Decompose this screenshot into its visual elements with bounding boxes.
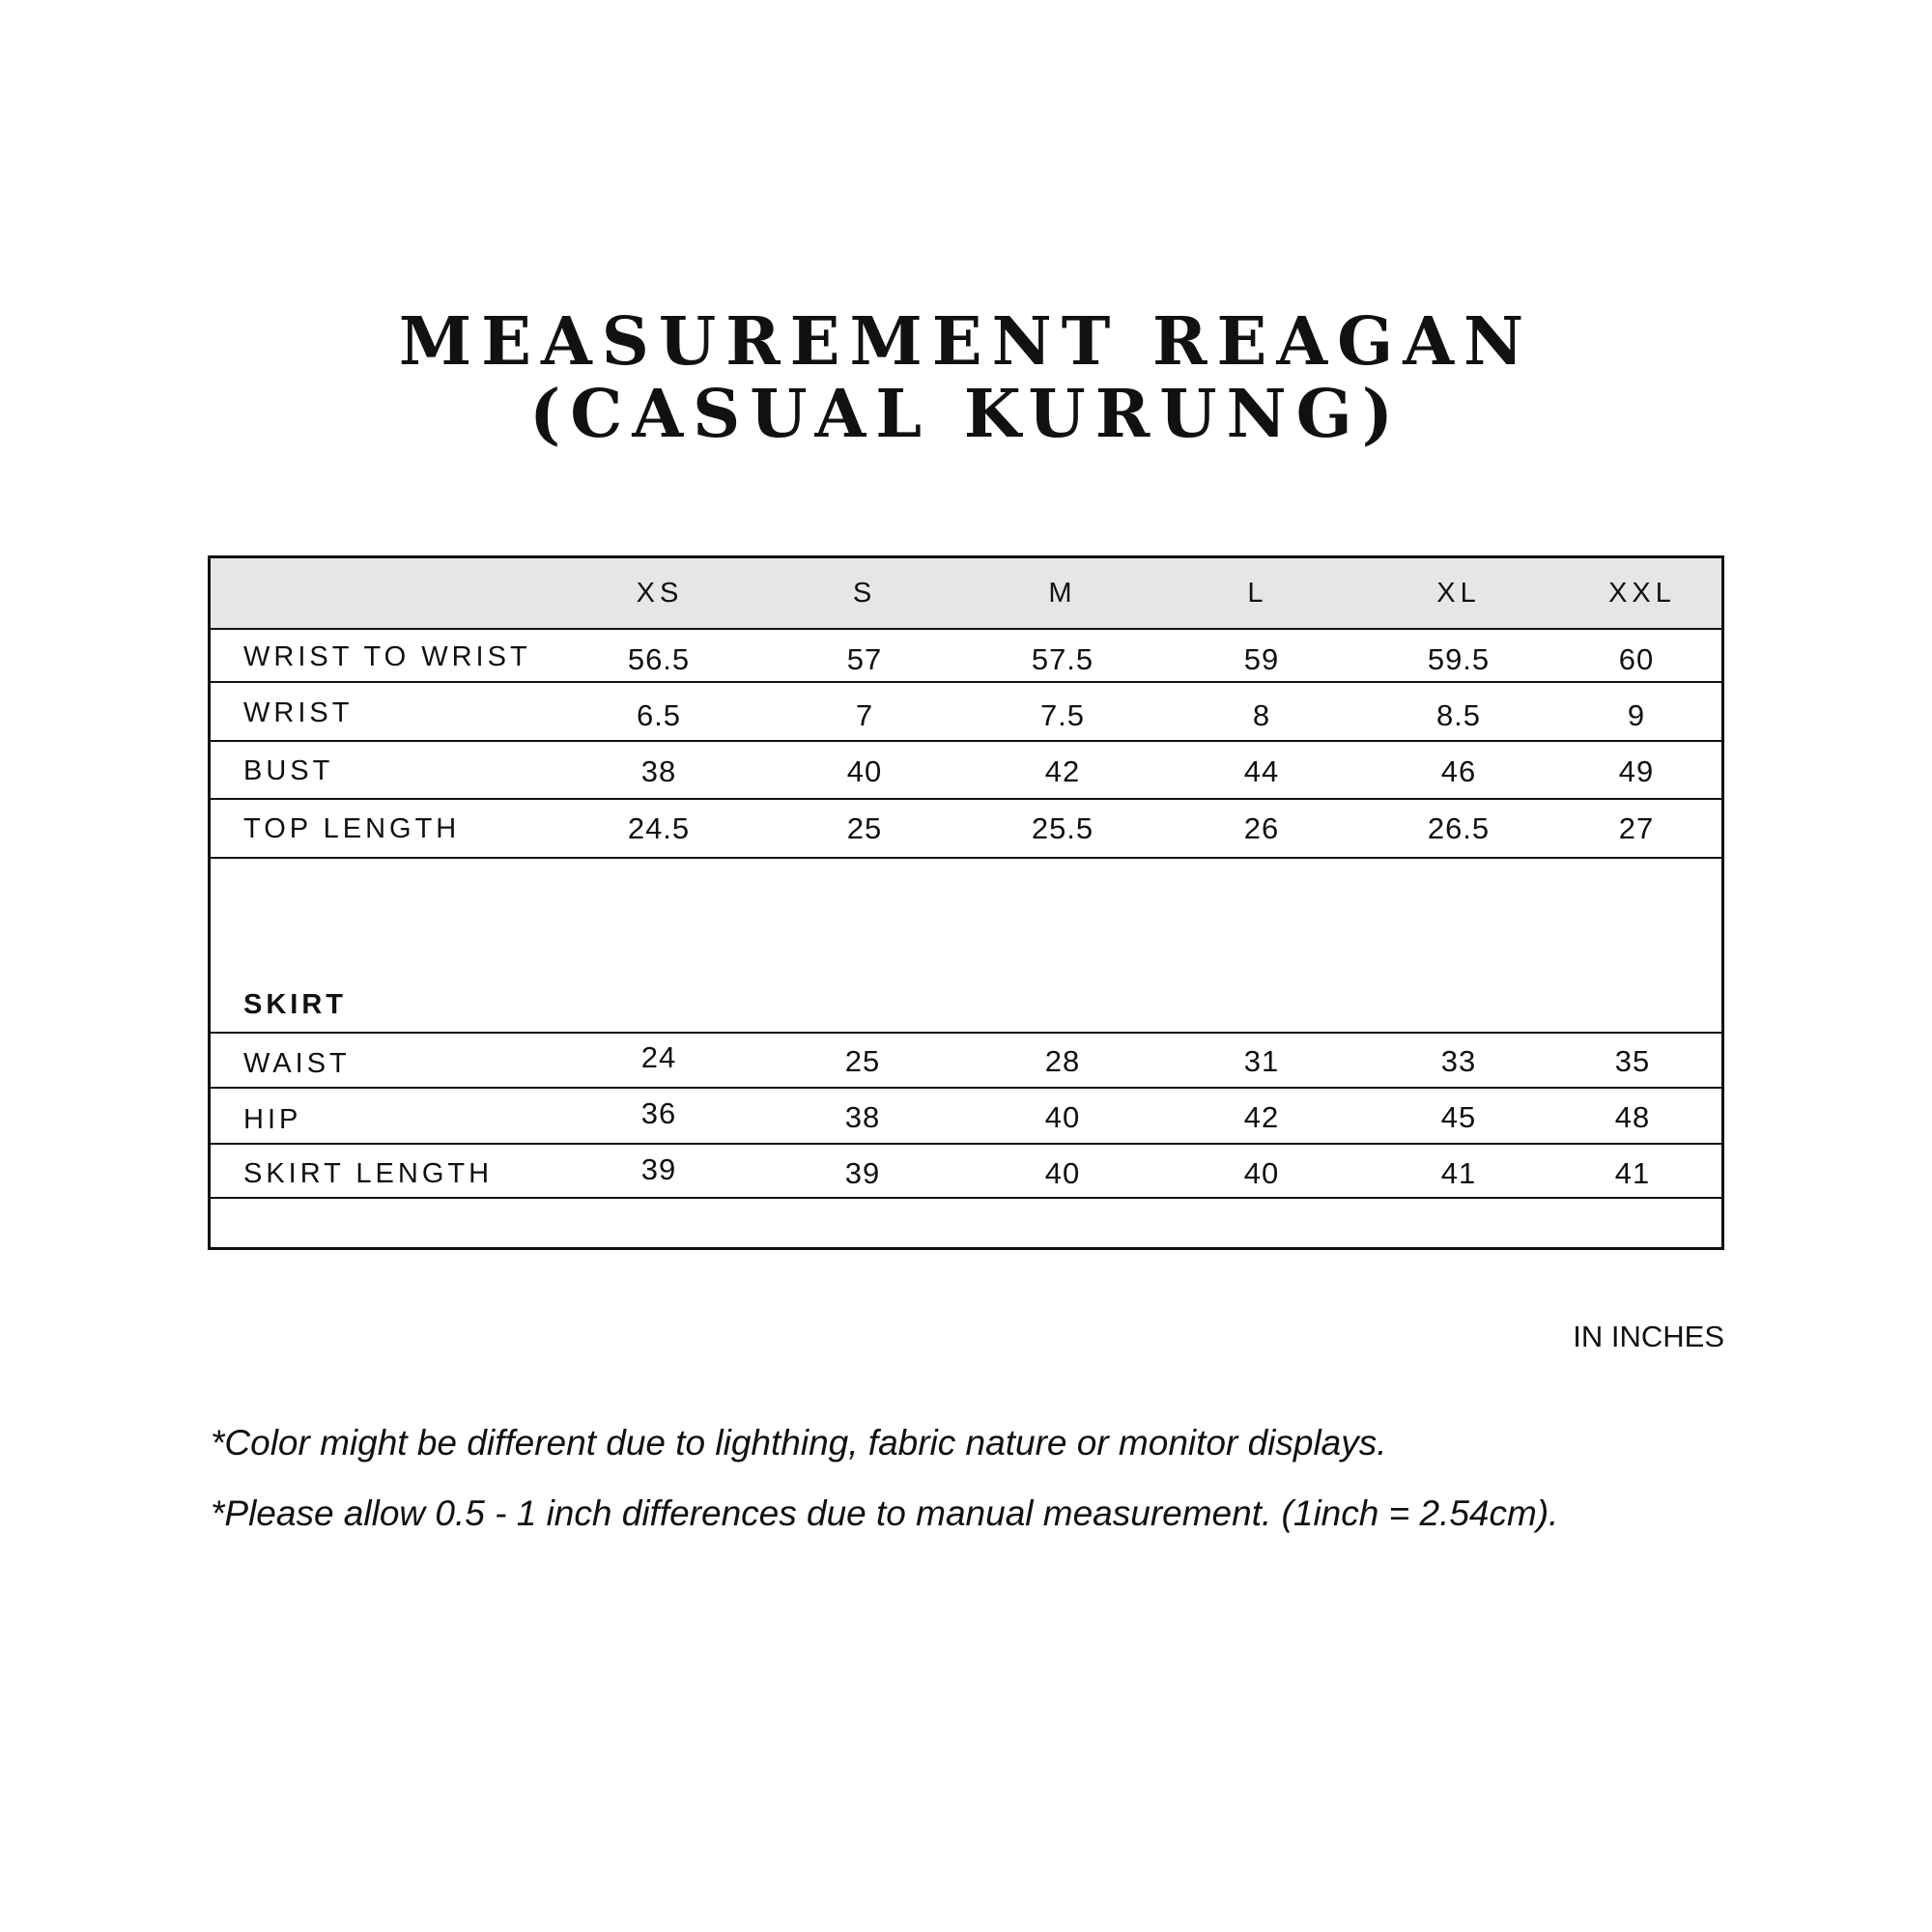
table-cell: 41	[1614, 1156, 1651, 1190]
table-cell: 27	[1618, 811, 1655, 845]
table-cell: 25.5	[1031, 811, 1094, 845]
table-cell: 48	[1614, 1100, 1651, 1134]
table-cell: 7	[855, 698, 874, 732]
table-cell: 60	[1618, 642, 1655, 676]
table-cell: 33	[1440, 1044, 1477, 1078]
row-label-waist: WAIST	[243, 1048, 351, 1079]
note-measurement-tolerance: *Please allow 0.5 - 1 inch differences due to manual measurement. (1inch = 2.54cm).	[211, 1493, 1559, 1533]
table-cell: 6.5	[636, 698, 682, 732]
table-cell: 46	[1440, 754, 1477, 788]
table-cell: 26	[1243, 811, 1280, 845]
row-label-hip: HIP	[243, 1104, 302, 1135]
row-label-top-length: TOP LENGTH	[243, 813, 461, 844]
table-cell: 7.5	[1039, 698, 1086, 732]
table-cell: 40	[1044, 1156, 1081, 1190]
row-label-wrist: WRIST	[243, 697, 354, 728]
size-header-xxl: XXL	[1608, 578, 1676, 609]
table-cell: 42	[1243, 1100, 1280, 1134]
table-cell: 8.5	[1435, 698, 1482, 732]
table-cell: 59.5	[1427, 642, 1491, 676]
table-cell: 25	[846, 811, 883, 845]
table-cell: 24	[640, 1040, 677, 1074]
table-cell: 28	[1044, 1044, 1081, 1078]
row-label-wrist-to-wrist: WRIST TO WRIST	[243, 641, 531, 672]
table-cell: 9	[1627, 698, 1646, 732]
table-cell: 26.5	[1427, 811, 1491, 845]
table-cell: 38	[844, 1100, 881, 1134]
size-header-m: M	[1048, 578, 1077, 609]
row-label-bust: BUST	[243, 755, 334, 786]
section-heading-skirt: SKIRT	[243, 989, 347, 1020]
table-cell: 56.5	[627, 642, 691, 676]
table-cell: 35	[1614, 1044, 1651, 1078]
units-label: IN INCHES	[1573, 1320, 1724, 1353]
table-cell: 25	[844, 1044, 881, 1078]
size-header-l: L	[1247, 578, 1268, 609]
table-cell: 57.5	[1031, 642, 1094, 676]
note-color-disclaimer: *Color might be different due to lighthing, fabric nature or monitor displays.	[211, 1423, 1387, 1463]
page-title-line-2: (CASUAL KURUNG)	[529, 376, 1403, 453]
table-cell: 38	[640, 754, 677, 788]
table-cell: 57	[846, 642, 883, 676]
row-label-skirt-length: SKIRT LENGTH	[243, 1158, 494, 1189]
table-cell: 41	[1440, 1156, 1477, 1190]
table-cell: 24.5	[627, 811, 691, 845]
size-header-xl: XL	[1436, 578, 1481, 609]
table-cell: 8	[1252, 698, 1271, 732]
table-cell: 40	[1243, 1156, 1280, 1190]
size-header-xs: XS	[636, 578, 684, 609]
table-cell: 45	[1440, 1100, 1477, 1134]
table-cell: 44	[1243, 754, 1280, 788]
table-cell: 42	[1044, 754, 1081, 788]
table-cell: 31	[1243, 1044, 1280, 1078]
table-cell: 36	[640, 1096, 677, 1130]
table-cell: 59	[1243, 642, 1280, 676]
table-cell: 40	[1044, 1100, 1081, 1134]
page-title-line-1: MEASUREMENT REAGAN	[398, 303, 1534, 381]
table-cell: 39	[640, 1152, 677, 1186]
table-cell: 49	[1618, 754, 1655, 788]
table-cell: 40	[846, 754, 883, 788]
size-header-s: S	[852, 578, 877, 609]
table-cell: 39	[844, 1156, 881, 1190]
